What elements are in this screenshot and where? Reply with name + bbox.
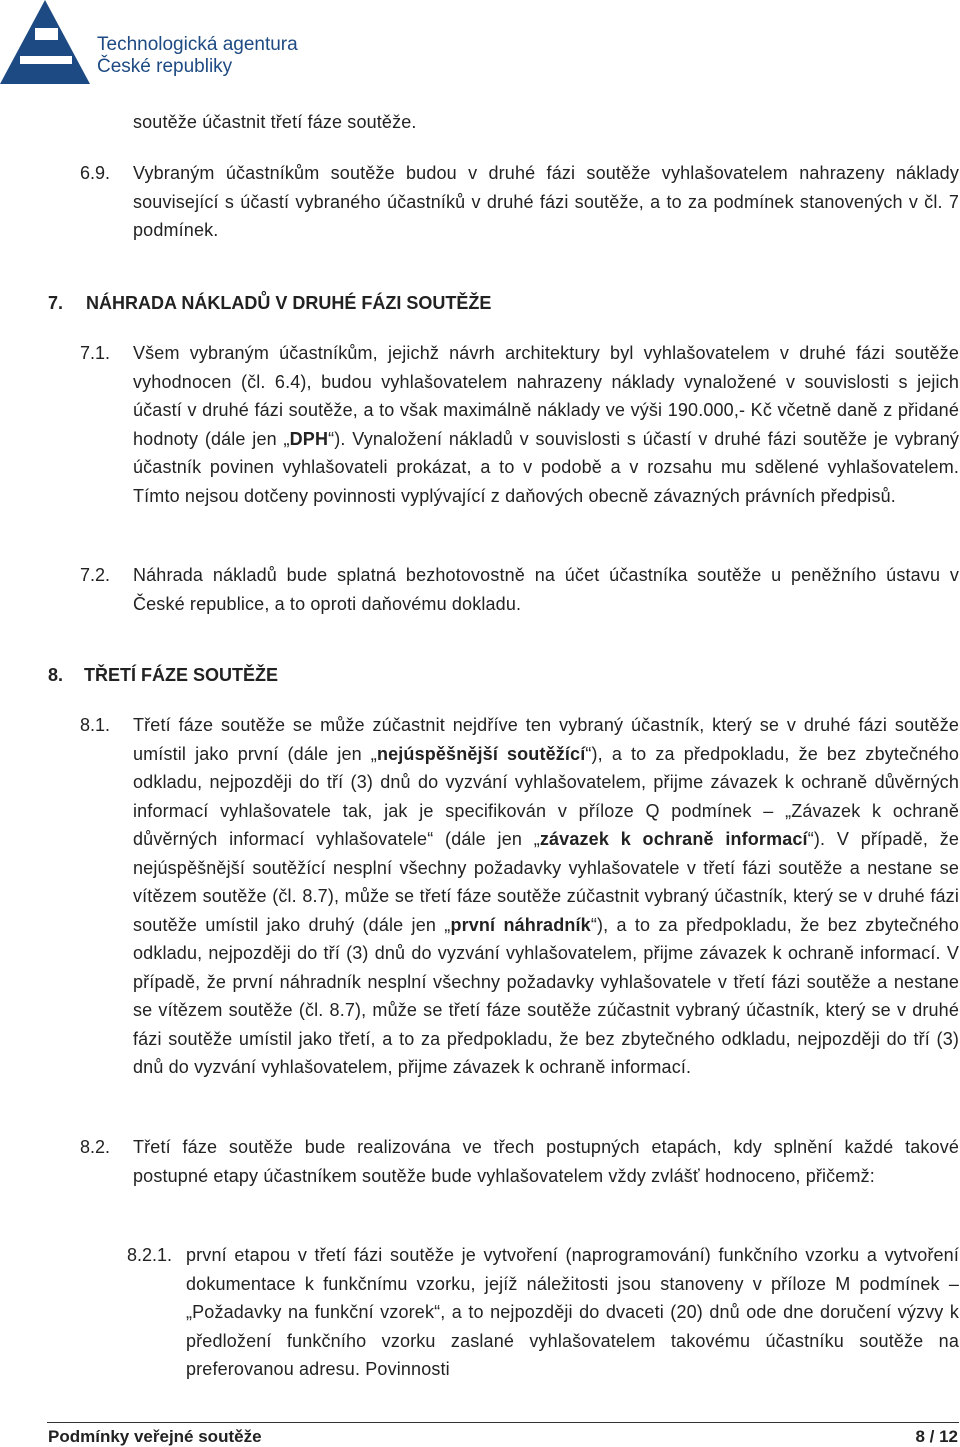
clause-8-2-1-text: první etapou v třetí fázi soutěže je vytvoření (naprogramování) funkčního vzorku a vytvoření dokumentace k funkčnímu vzorku, jejíž náležitosti jsou stanoveny v příloze M podmínek – „Požadavky na funkční vzorek“, a to nejpozději do dvaceti (20) dnů ode dne doručení výzvy k předložení funkčního vzorku zaslané vyhlašovatelem takovému účastníku soutěže na preferovanou adresu. Povinnosti bbox=[186, 1245, 959, 1379]
clause-6-9-number: 6.9. bbox=[80, 163, 111, 183]
clause-8-1-term-3: první náhradník bbox=[450, 914, 591, 935]
clause-8-1-term-2: závazek k ochraně informací bbox=[539, 829, 808, 849]
agency-name-line1: Technologická agentura bbox=[97, 34, 298, 55]
footer-page-number: 8 / 12 bbox=[915, 1427, 958, 1446]
clause-8-1-number: 8.1. bbox=[80, 715, 111, 735]
clause-7-1-part-b: “). Vynaložení nákladů v souvislosti s účastí v druhé fázi soutěže je vybraný účastník povinen vyhlašovateli prokázat, a to v podobě a v rozsahu mu sdělené vyhlašovatelem. Tímto nejsou dotčeny povinnosti vyplývající z daňových obecně závazných právních předpisů. bbox=[133, 428, 959, 506]
clause-6-9-text: Vybraným účastníkům soutěže budou v druhé fázi soutěže vyhlašovatelem nahrazeny náklady související s účastí vybraného účastníků v druhé fázi soutěže, a to za podmínek stanovených v čl. 7 podmínek. bbox=[133, 163, 959, 240]
clause-8-2-1-number: 8.2.1. bbox=[127, 1245, 173, 1265]
section-7-title: NÁHRADA NÁKLADŮ V DRUHÉ FÁZI SOUTĚŽE bbox=[86, 293, 492, 313]
clause-7-1-dph-term: DPH bbox=[289, 428, 329, 449]
clause-8-2-text: Třetí fáze soutěže bude realizována ve třech postupných etapách, kdy splnění každé takové postupné etapy účastníkem soutěže bude vyhlašovatelem vždy zvlášť hodnoceno, přičemž: bbox=[133, 1137, 959, 1186]
clause-8-1-term-1: nejúspěšnější soutěžící bbox=[376, 743, 586, 764]
continuation-text: soutěže účastnit třetí fáze soutěže. bbox=[133, 112, 417, 132]
clause-8-1-part-1: Třetí fáze soutěže se může zúčastnit nejdříve ten vybraný účastník, který se v druhé fázi soutěže umístil jako první (dále jen „ bbox=[133, 715, 959, 764]
clause-7-1-part-a: Všem vybraným účastníkům, jejichž návrh architektury byl vyhlašovatelem v druhé fázi soutěže vyhodnocen (čl. 6.4), budou vyhlašovatelem nahrazeny náklady vynaložené v souvislosti s jejich účastí v druhé fázi soutěže, a to však maximálně náklady ve výši 190.000,- Kč včetně daně z přidané hodnoty (dále jen „ bbox=[133, 343, 959, 449]
agency-name-line2: České republiky bbox=[97, 56, 233, 77]
agency-name bbox=[97, 34, 298, 78]
clause-7-2-text: Náhrada nákladů bude splatná bezhotovostně na účet účastníka soutěže u peněžního ústavu v České republice, a to oproti daňovému dokladu. bbox=[133, 565, 959, 614]
footer-rule bbox=[47, 1422, 959, 1423]
section-8-number: 8. bbox=[48, 665, 64, 685]
clause-8-1-part-3: “). V případě, že nejúspěšnější soutěžící nesplní všechny požadavky vyhlašovatele v třetí fázi soutěže a nestane se vítězem soutěže (čl. 8.7), může se třetí fáze soutěže zúčastnit vybraný účastník, který se v druhé fázi soutěže umístil jako druhý (dále jen „ bbox=[133, 829, 960, 935]
section-8-title: TŘETÍ FÁZE SOUTĚŽE bbox=[84, 665, 279, 685]
section-7-number: 7. bbox=[48, 293, 64, 313]
footer-title: Podmínky veřejné soutěže bbox=[48, 1427, 262, 1446]
clause-8-1-part-4: “), a to za předpokladu, že bez zbytečného odkladu, nejpozději do tří (3) dnů do vyzvání vyhlašovatelem, přijme závazek k ochraně informací. V případě, že první náhradník nesplní všechny požadavky vyhlašovatele v třetí fázi soutěže a nestane se vítězem soutěže (čl. 8.7), může se třetí fáze soutěže zúčastnit vybraný účastník, který se v druhé fázi soutěže umístil jako třetí, a to za předpokladu, že bez zbytečného odkladu, nejpozději do tří (3) dnů do vyzvání vyhlašovatelem, přijme závazek k ochraně informací. bbox=[133, 914, 959, 1077]
clause-7-1-number: 7.1. bbox=[80, 343, 111, 363]
clause-7-2-number: 7.2. bbox=[80, 565, 111, 585]
clause-8-1-part-2: “), a to za předpokladu, že bez zbytečného odkladu, nejpozději do tří (3) dnů do vyzvání vyhlašovatelem, přijme závazek k ochraně důvěrných informací vyhlašovatele tak, jak je specifikován v příloze Q podmínek – „Závazek k ochraně důvěrných informací vyhlašovatele“ (dále jen „ bbox=[133, 743, 959, 849]
clause-8-1-text bbox=[133, 711, 959, 1082]
clause-7-1-text bbox=[133, 339, 959, 510]
clause-8-2-number: 8.2. bbox=[80, 1137, 111, 1157]
